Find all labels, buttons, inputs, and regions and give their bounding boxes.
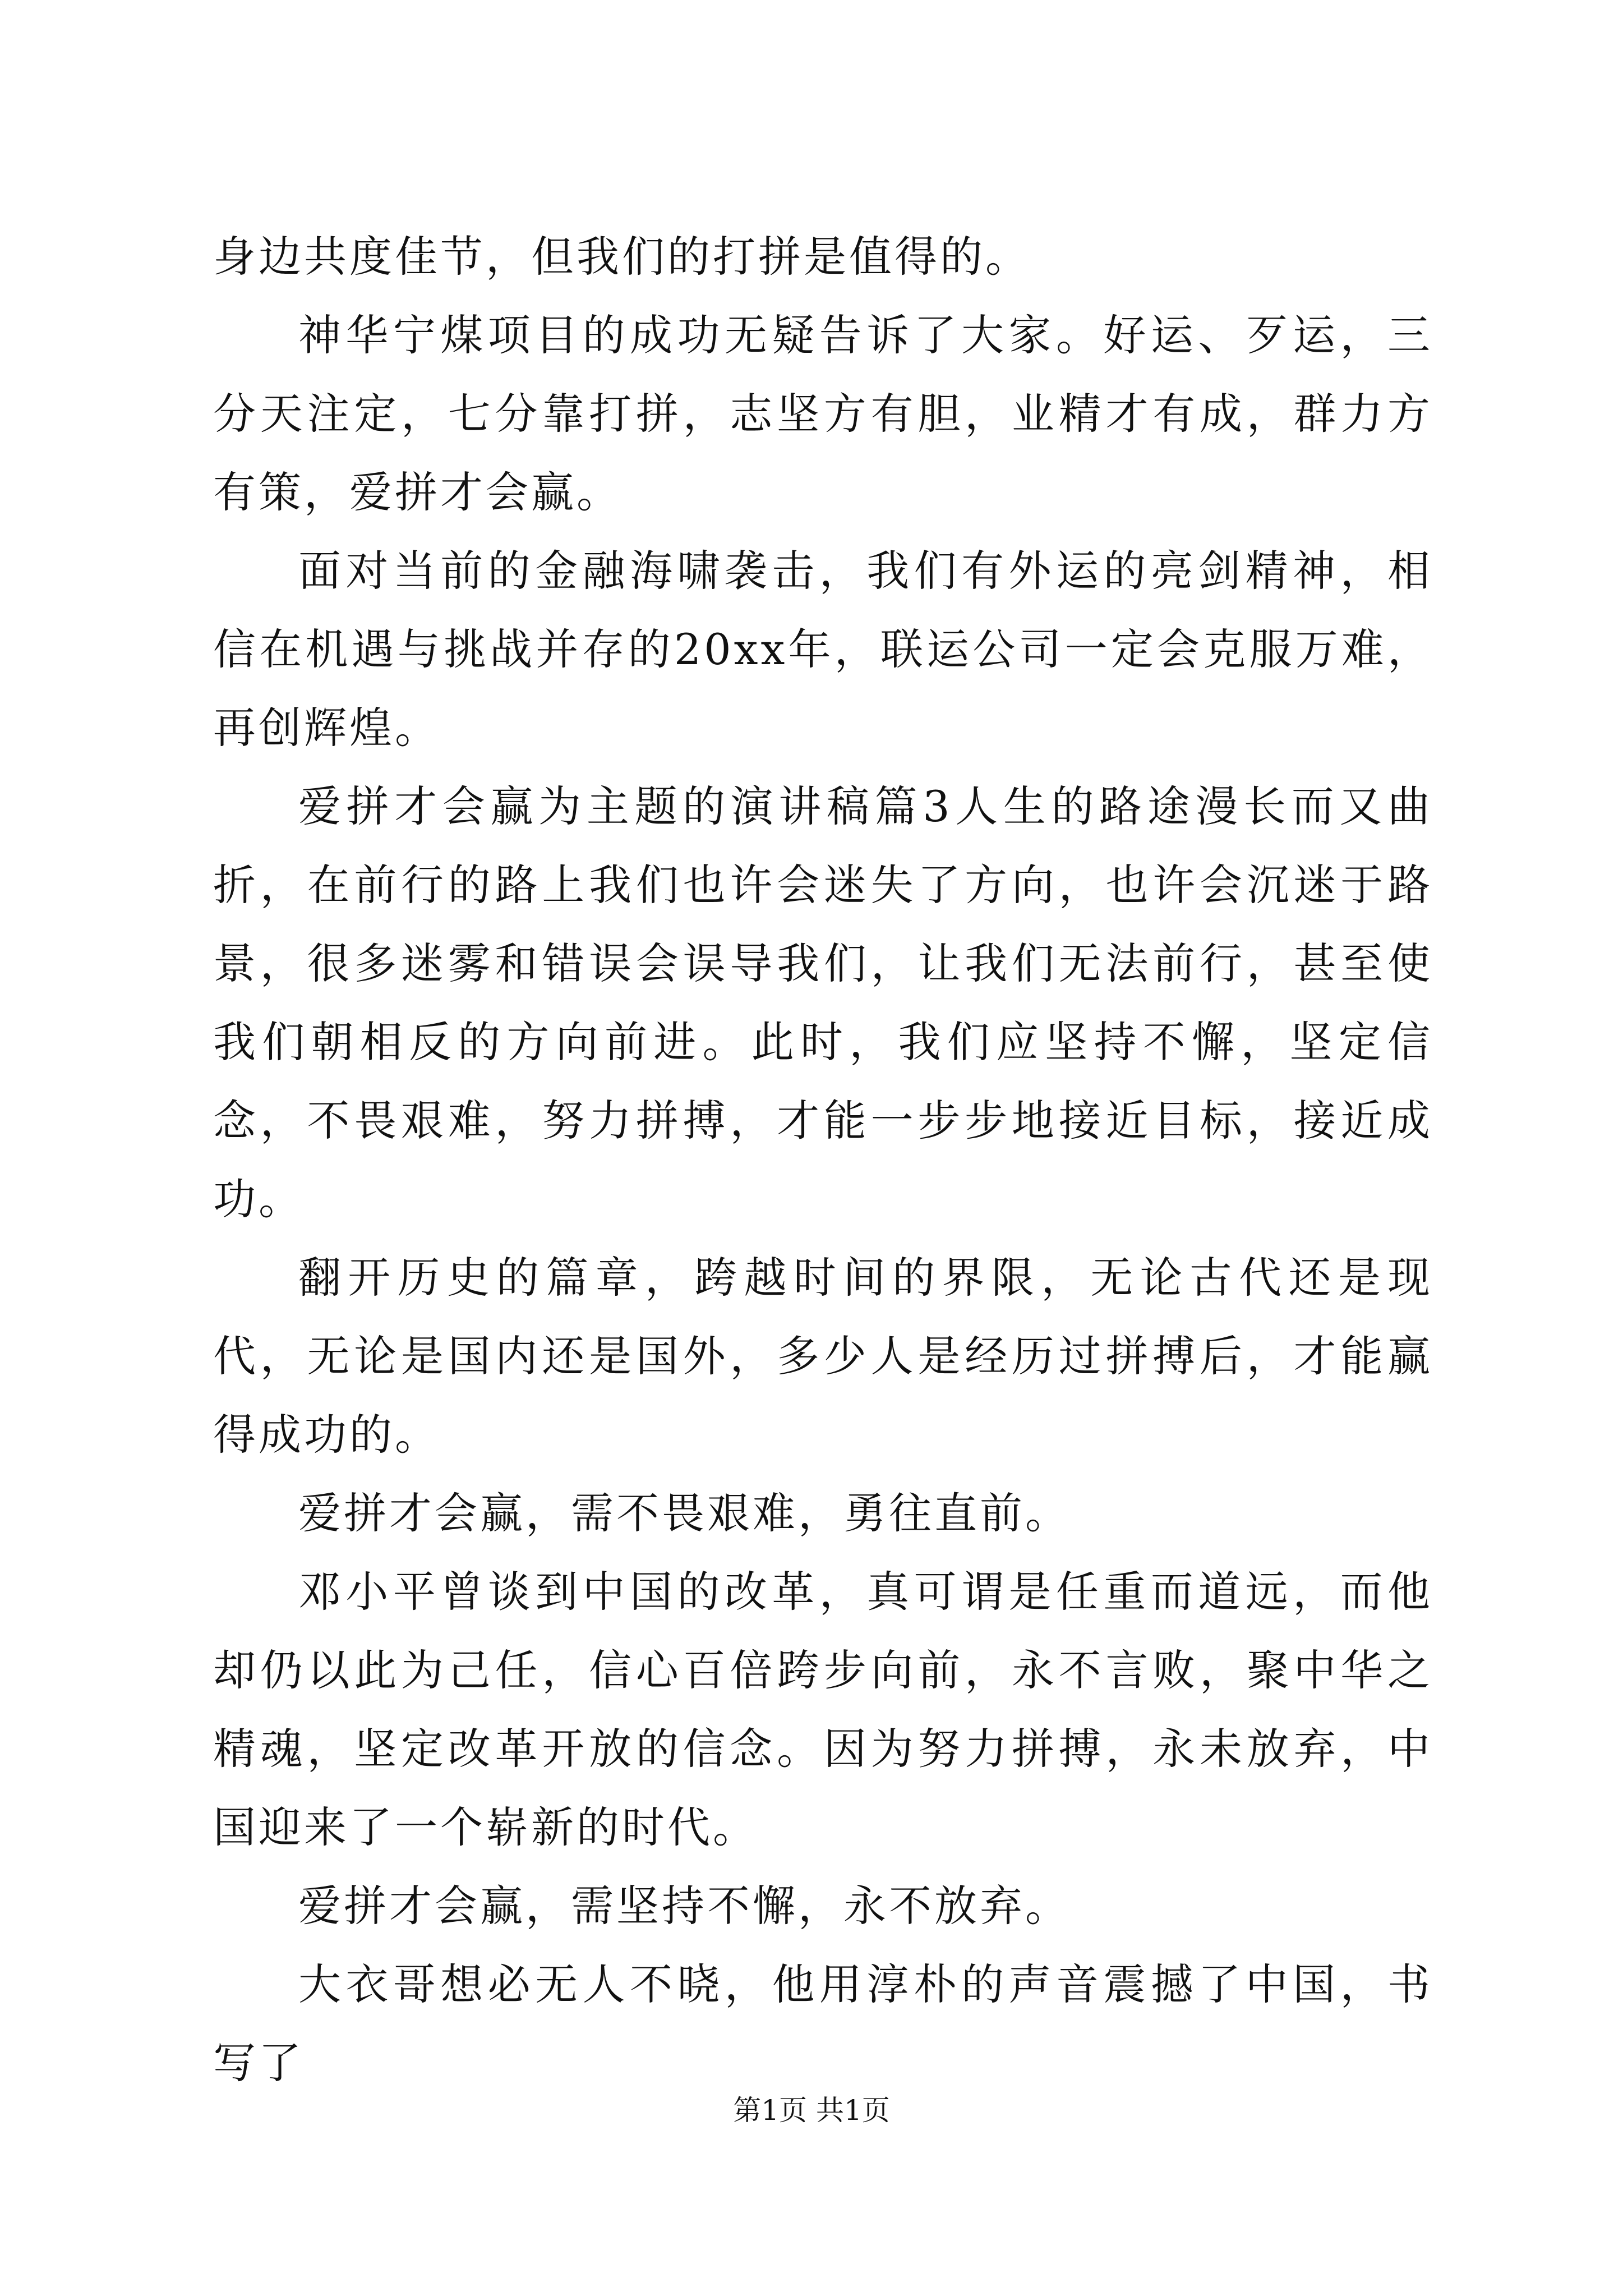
paragraph: 翻开历史的篇章，跨越时间的界限，无论古代还是现代，无论是国内还是国外，多少人是经历过拼搏后，才能赢得成功的。 — [213, 1253, 1433, 1460]
paragraph: 神华宁煤项目的成功无疑告诉了大家。好运、歹运，三分天注定，七分靠打拼，志坚方有胆，业精才有成，群力方有策，爱拼才会赢。 — [213, 310, 1433, 517]
paragraph: 面对当前的金融海啸袭击，我们有外运的亮剑精神，相信在机遇与挑战并存的20xx年，联运公司一定会克服万难，再创辉煌。 — [213, 546, 1433, 753]
paragraph: 邓小平曾谈到中国的改革，真可谓是任重而道远，而他却仍以此为己任，信心百倍跨步向前，永不言败，聚中华之精魂，坚定改革开放的信念。因为努力拼搏，永未放弃，中国迎来了一个崭新的时代。 — [213, 1567, 1433, 1852]
paragraph: 爱拼才会赢为主题的演讲稿篇3人生的路途漫长而又曲折，在前行的路上我们也许会迷失了方向，也许会沉迷于路景，很多迷雾和错误会误导我们，让我们无法前行，甚至使我们朝相反的方向前进。此时，我们应坚持不懈，坚定信念，不畏艰难，努力拼搏，才能一步步地接近目标，接近成功。 — [213, 781, 1433, 1224]
paragraph: 大衣哥想必无人不晓，他用淳朴的声音震撼了中国，书写了 — [213, 1959, 1433, 2088]
document-body — [213, 218, 1433, 2102]
paragraph: 爱拼才会赢，需不畏艰难，勇往直前。 — [298, 1488, 1071, 1538]
paragraph-continuation: 身边共度佳节，但我们的打拼是值得的。 — [213, 232, 1031, 282]
paragraph: 爱拼才会赢，需坚持不懈，永不放弃。 — [298, 1881, 1071, 1931]
page-footer: 第1页 共1页 — [733, 2094, 890, 2127]
